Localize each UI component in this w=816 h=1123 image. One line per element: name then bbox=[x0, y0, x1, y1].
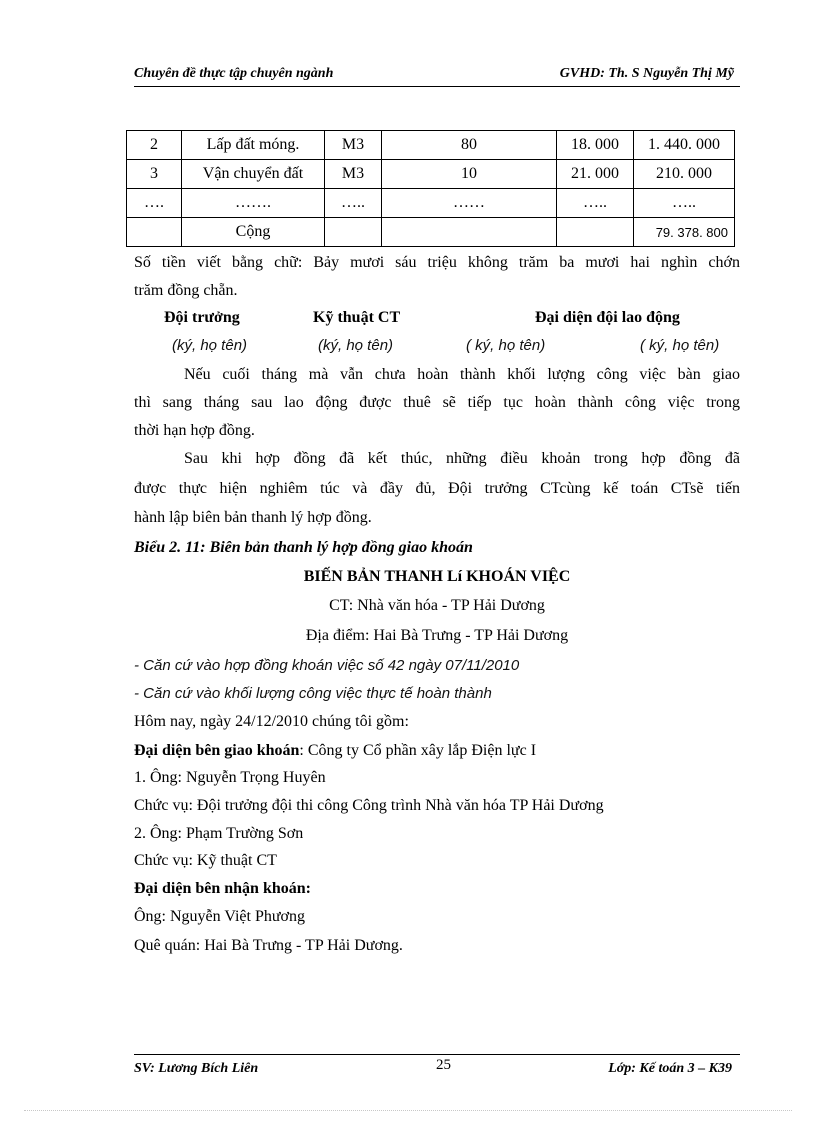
giver-company: : Công ty Cổ phần xây lắp Điện lực I bbox=[299, 742, 537, 759]
table-cell bbox=[325, 218, 382, 247]
table-total-label: Cộng bbox=[182, 218, 325, 247]
table-cell bbox=[127, 218, 182, 247]
paragraph-1-line-2: thì sang tháng sau lao động được thuê sẽ tiếp tục hoàn thành công việc trong bbox=[134, 394, 740, 411]
position-1: Chức vụ: Đội trưởng đội thi công Công trình Nhà văn hóa TP Hải Dương bbox=[134, 797, 604, 814]
sign-note: ( ký, họ tên) bbox=[640, 337, 720, 354]
table-cell: 10 bbox=[382, 160, 557, 189]
basis-line-2: - Căn cứ vào khối lượng công việc thực tế hoàn thành bbox=[134, 685, 492, 702]
receiver-hometown: Quê quán: Hai Bà Trưng - TP Hải Dương. bbox=[134, 937, 403, 954]
meeting-date: Hôm nay, ngày 24/12/2010 chúng tôi gồm: bbox=[134, 713, 409, 730]
table-cell: M3 bbox=[325, 131, 382, 160]
table-row bbox=[127, 131, 735, 160]
person-2: 2. Ông: Phạm Trường Sơn bbox=[134, 825, 304, 842]
paragraph-2-line-3: hành lập biên bản thanh lý hợp đồng. bbox=[134, 509, 372, 526]
table-cell: 21. 000 bbox=[557, 160, 634, 189]
header-course-title: Chuyên đề thực tập chuyên ngành bbox=[134, 66, 334, 81]
table-total-row bbox=[127, 218, 735, 247]
giver-representative bbox=[134, 742, 536, 760]
work-items-table bbox=[126, 130, 735, 247]
footer-student-name: SV: Lương Bích Liên bbox=[134, 1061, 259, 1076]
position-2: Chức vụ: Kỹ thuật CT bbox=[134, 852, 277, 869]
table-cell: ….. bbox=[325, 189, 382, 218]
table-cell bbox=[382, 218, 557, 247]
project-location: Địa điểm: Hai Bà Trưng - TP Hải Dương bbox=[305, 627, 569, 644]
table-cell: 80 bbox=[382, 131, 557, 160]
table-row bbox=[127, 160, 735, 189]
table-cell: 1. 440. 000 bbox=[634, 131, 735, 160]
sign-note: (ký, họ tên) bbox=[172, 337, 248, 354]
signer-labor-representative: Đại diện đội lao động bbox=[535, 309, 680, 326]
project-name: CT: Nhà văn hóa - TP Hải Dương bbox=[329, 597, 545, 614]
person-1: 1. Ông: Nguyễn Trọng Huyên bbox=[134, 769, 326, 786]
receiver-label: Đại diện bên nhận khoán: bbox=[134, 880, 311, 897]
table-cell: Lấp đất móng. bbox=[182, 131, 325, 160]
table-row bbox=[127, 189, 735, 218]
page-number: 25 bbox=[436, 1057, 451, 1073]
giver-label: Đại diện bên giao khoán bbox=[134, 742, 300, 759]
paragraph-1-line-1: Nếu cuối tháng mà vẫn chưa hoàn thành khối lượng công việc bàn giao bbox=[184, 366, 740, 383]
table-cell: …. bbox=[127, 189, 182, 218]
header-supervisor: GVHD: Th. S Nguyễn Thị Mỹ bbox=[559, 66, 734, 81]
table-cell: 210. 000 bbox=[634, 160, 735, 189]
sign-note: ( ký, họ tên) bbox=[466, 337, 546, 354]
table-cell bbox=[557, 218, 634, 247]
page-header bbox=[134, 66, 740, 87]
table-cell: 18. 000 bbox=[557, 131, 634, 160]
receiver-name: Ông: Nguyễn Việt Phương bbox=[134, 908, 305, 925]
table-cell: ….. bbox=[557, 189, 634, 218]
paragraph-2-line-1: Sau khi hợp đồng đã kết thúc, những điều khoản trong hợp đồng đã bbox=[184, 450, 740, 467]
page-bottom-dotted-border bbox=[24, 1110, 792, 1111]
footer-class: Lớp: Kế toán 3 – K39 bbox=[608, 1061, 732, 1076]
table-cell: 3 bbox=[127, 160, 182, 189]
signer-team-leader: Đội trưởng bbox=[164, 309, 240, 326]
table-total-value: 79. 378. 800 bbox=[634, 218, 735, 247]
table-cell: …… bbox=[382, 189, 557, 218]
paragraph-1-line-3: thời hạn hợp đồng. bbox=[134, 422, 255, 439]
table-cell: M3 bbox=[325, 160, 382, 189]
document-title: BIẾN BẢN THANH Lí KHOÁN VIỆC bbox=[303, 568, 571, 585]
table-cell: 2 bbox=[127, 131, 182, 160]
table-cell: ……. bbox=[182, 189, 325, 218]
signer-technical: Kỹ thuật CT bbox=[313, 309, 401, 326]
table-cell: Vận chuyển đất bbox=[182, 160, 325, 189]
amount-in-words-line-1: Số tiền viết bằng chữ: Bảy mươi sáu triệu không trăm ba mươi hai nghìn chớn bbox=[134, 254, 740, 271]
basis-line-1: - Căn cứ vào hợp đồng khoán việc số 42 ngày 07/11/2010 bbox=[134, 657, 520, 674]
amount-in-words-line-2: trăm đồng chẵn. bbox=[134, 282, 238, 299]
sign-note: (ký, họ tên) bbox=[318, 337, 394, 354]
paragraph-2-line-2: được thực hiện nghiêm túc và đầy đủ, Đội trưởng CTcùng kế toán CTsẽ tiến bbox=[134, 480, 740, 497]
figure-caption: Biểu 2. 11: Biên bản thanh lý hợp đồng giao khoán bbox=[134, 539, 473, 556]
page-footer bbox=[134, 1054, 740, 1079]
table-cell: ….. bbox=[634, 189, 735, 218]
